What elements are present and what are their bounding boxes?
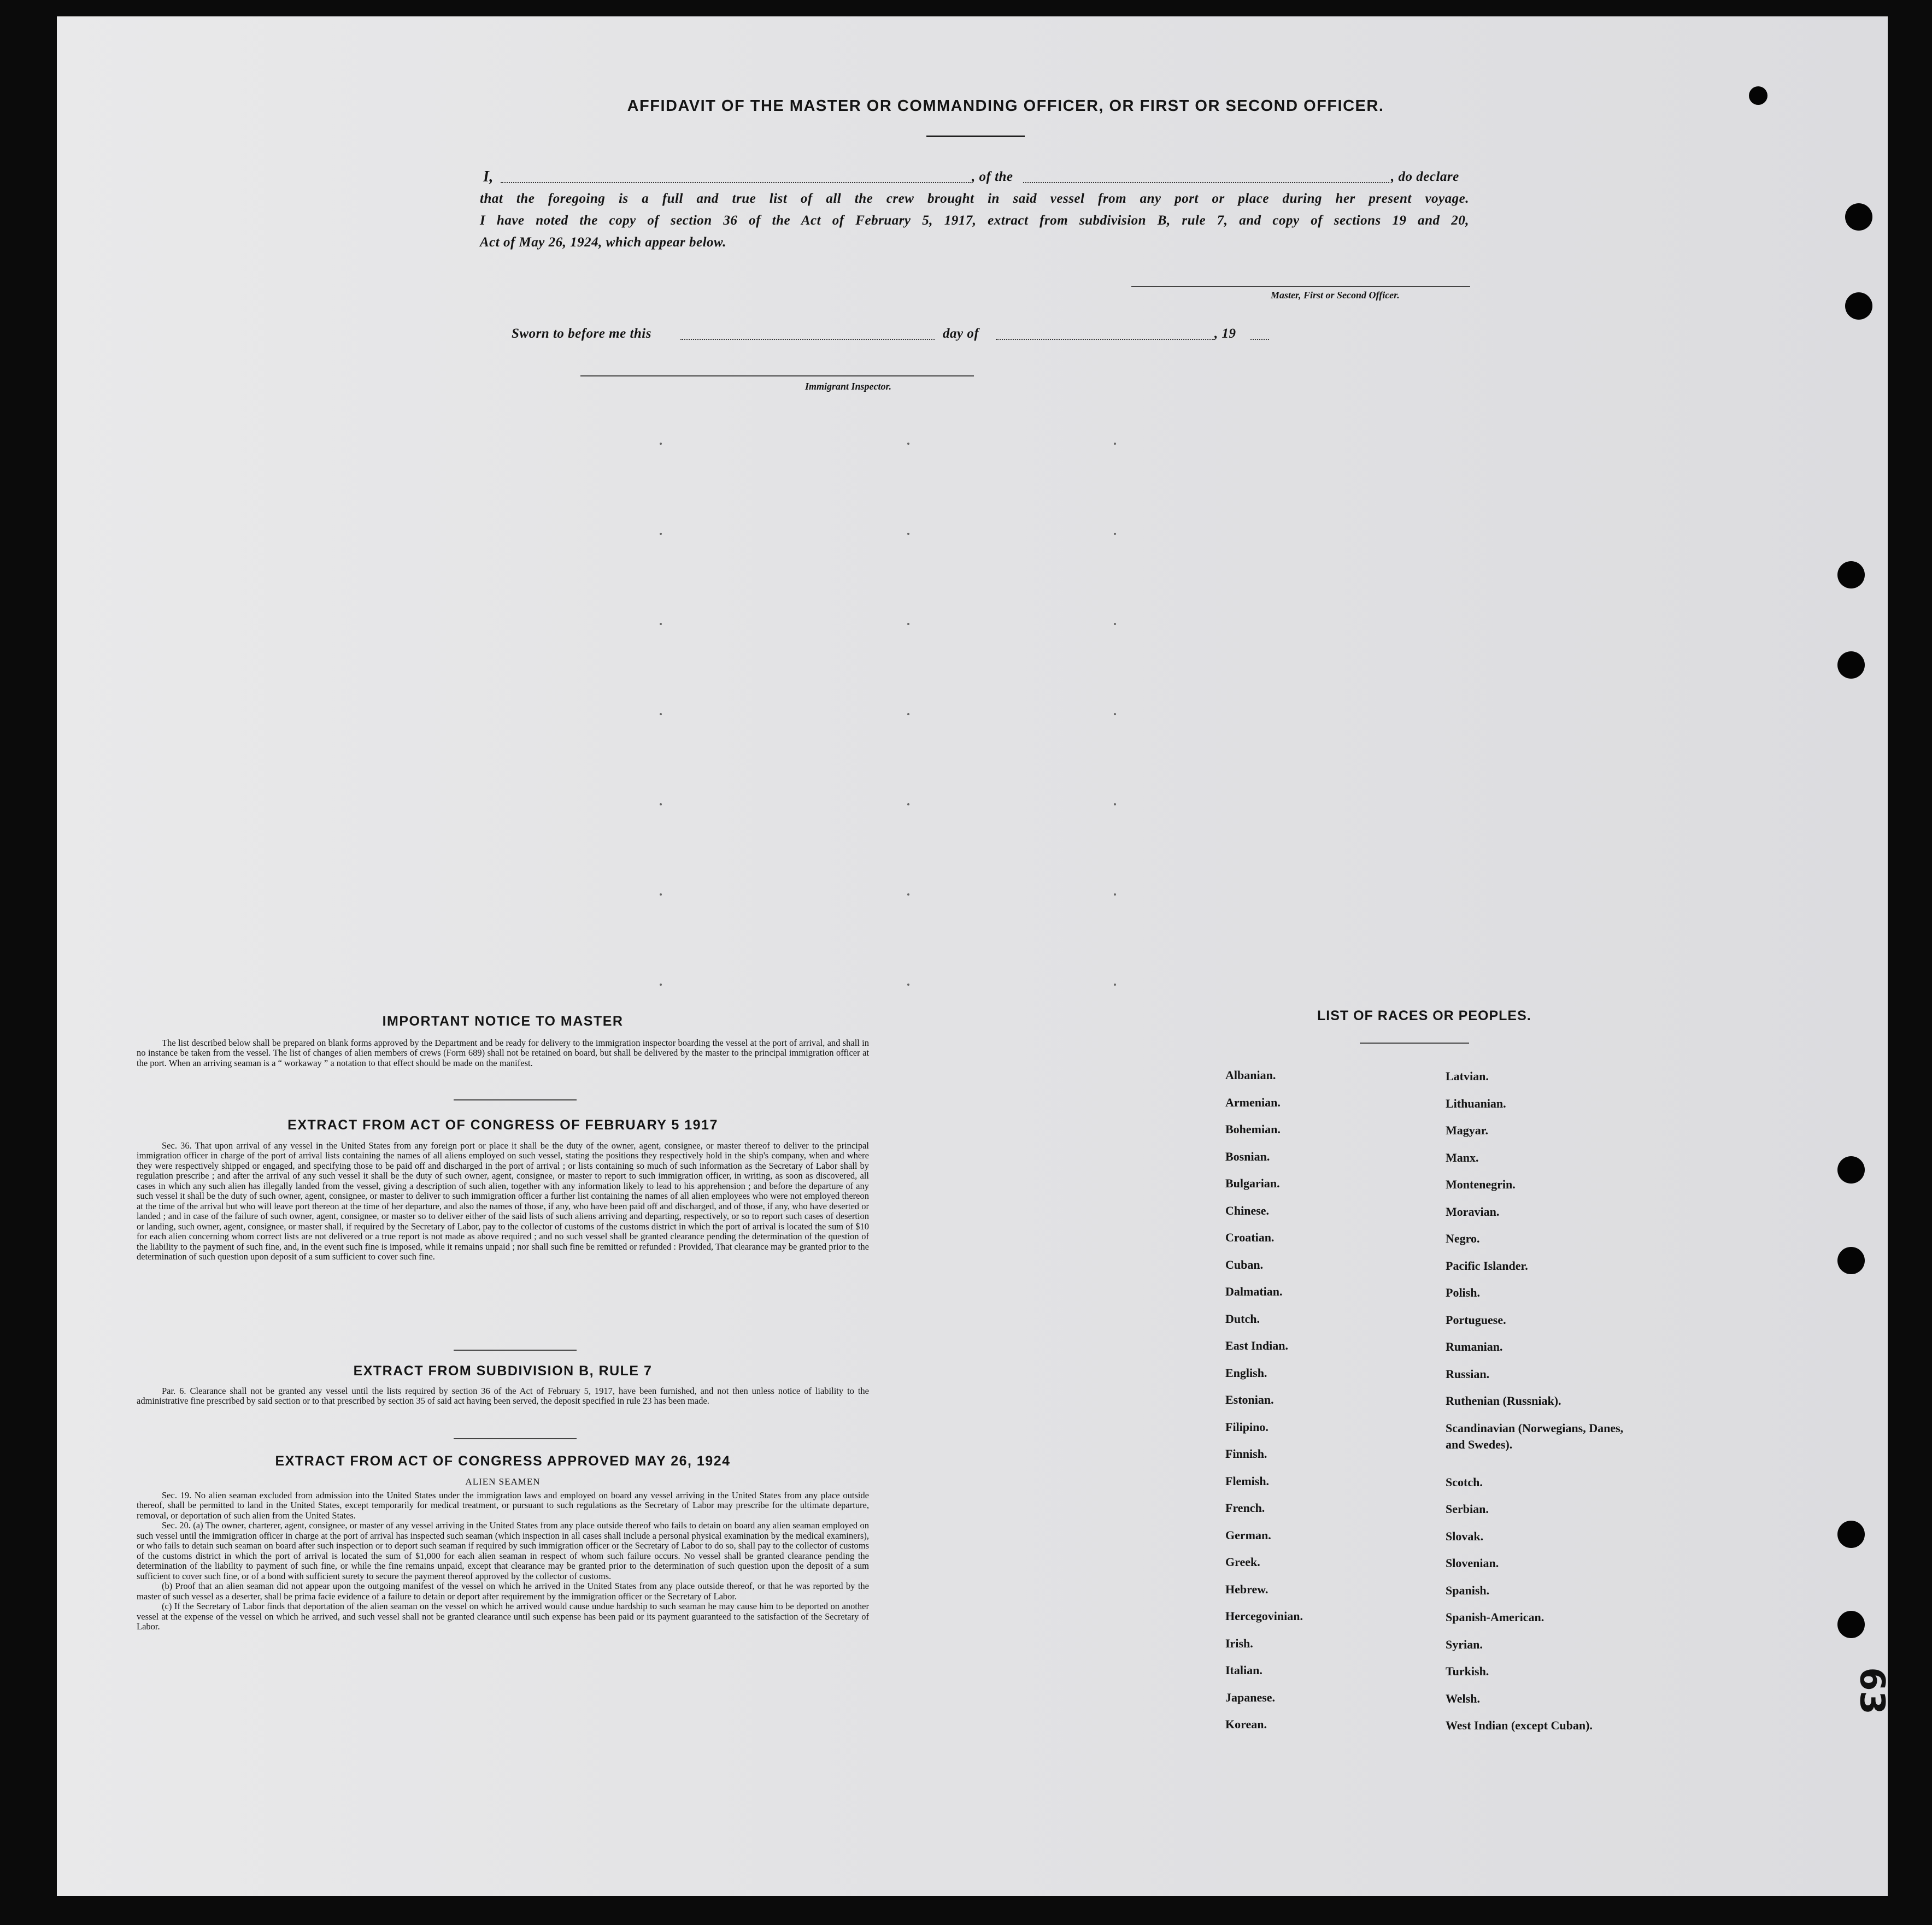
affidavit-i: I, [483,168,494,185]
extract-rule7-body: Par. 6. Clearance shall not be granted any vessel until the lists required by section 36 of the Act of February 5, 1917, have been furnished, and not then unless notice of liability to the administrative fine prescribed by said section or to that prescribed by section 35 of said act having been served, the deposit specified in rule 23 has been made. [137,1386,869,1406]
inspector-caption: Immigrant Inspector. [805,381,892,392]
race-item: Manx. [1446,1151,1479,1164]
race-item: Albanian. [1225,1068,1276,1082]
notice-body: The list described below shall be prepared on blank forms approved by the Department and be ready for delivery to the immigration inspector boarding the vessel at the port of arrival, and shall in no instance be taken from the vessel. The list of changes of alien members of crews (Form 689) shall not be retained on board, but shall be delivered by the master to the principal immigration officer at the port. When an arriving seaman is a “ workaway ” a notation to that effect should be made on the manifest. [137,1038,869,1068]
race-item: East Indian. [1225,1339,1288,1352]
extract-rule7-title: EXTRACT FROM SUBDIVISION B, RULE 7 [353,1363,653,1379]
affidavit-do-declare: , do declare [1391,169,1459,184]
extract-1924-body [137,1491,869,1632]
master-signature-line[interactable] [1131,286,1470,287]
sec-19: Sec. 19. No alien seaman excluded from admission into the United States under the immigration laws and employed on board any vessel arriving in the United States from any place outside thereof, shall be permitted to land in the United States, except temporarily for medical treatment, or pursuant to such regulations as the Secretary of Labor may prescribe for the ultimate departure, removal, or deportation of such alien from the United States. [137,1490,869,1521]
notice-title: IMPORTANT NOTICE TO MASTER [382,1014,624,1029]
race-item: Dutch. [1225,1312,1260,1326]
race-item: Magyar. [1446,1123,1489,1137]
margin-page-mark: 63 [1852,1667,1893,1715]
sworn-year-field[interactable] [1250,339,1269,340]
race-item: Finnish. [1225,1447,1267,1461]
race-item: Bosnian. [1225,1150,1270,1163]
race-item: German. [1225,1528,1271,1542]
punch-hole [1837,561,1865,588]
sworn-day-field[interactable] [680,339,935,340]
race-item: Spanish. [1446,1583,1490,1597]
race-item: Irish. [1225,1636,1253,1650]
race-item: Hercegovinian. [1225,1609,1303,1623]
races-title-rule [1360,1043,1469,1044]
race-item: French. [1225,1501,1265,1515]
affidavit-title: AFFIDAVIT OF THE MASTER OR COMMANDING OFFICER, OR FIRST OR SECOND OFFICER. [627,97,1384,115]
race-item: Bohemian. [1225,1122,1281,1136]
race-item: Montenegrin. [1446,1178,1516,1191]
extract-1924-title: EXTRACT FROM ACT OF CONGRESS APPROVED MAY 26, 1924 [275,1453,731,1469]
punch-hole [1837,651,1865,679]
affidavit-line-1: that the foregoing is a full and true list of all the crew brought in said vessel from any port or place during her present voyage. [480,191,1469,206]
race-item: Portuguese. [1446,1313,1506,1327]
affidavit-of-the: , of the [972,169,1013,184]
punch-hole [1837,1247,1865,1274]
master-caption: Master, First or Second Officer. [1271,290,1400,301]
race-item: Slovenian. [1446,1556,1499,1570]
race-item: Ruthenian (Russniak). [1446,1394,1561,1408]
day-of-label: day of [943,326,979,341]
extract-1917-title: EXTRACT FROM ACT OF CONGRESS OF FEBRUARY 5 1917 [287,1117,718,1133]
extract-1917-body: Sec. 36. That upon arrival of any vessel in the United States from any foreign port or place it shall be the duty of the owner, agent, consignee, or master thereof to deliver to the principal immigration officer in charge of the port of arrival lists containing the names of all aliens employed on such vessel, stating the positions they respectively hold in the ship's company, when and where they were respectively shipped or engaged, and specifying those to be paid off and discharged in the port of arrival ; or lists containing so much of such information as the Secretary of Labor shall by regulation prescribe ; and after the arrival of any such vessel it shall be the duty of such owner, agent, consignee, or master to report to such immigration officer, in writing, as soon as discovered, all cases in which any such alien has illegally landed from the vessel, giving a description of such alien, together with any information likely to lead to his apprehension ; and before the departure of any such vessel it shall be the duty of such owner, agent, consignee, or master to deliver to such immigration officer a further list containing the names of all alien employees who were not employed thereon at the time of the arrival but who will leave port thereon at the time of her departure, and also the names of those, if any, who have been paid off and discharged, and of those, if any, who have deserted or landed ; and in case of the failure of such owner, agent, consignee, or master so to deliver either of the said lists of such aliens arriving and departing, respectively, or so to report such cases of desertion or landing, such owner, agent, consignee, or master shall, if required by the Secretary of Labor, pay to the collector of customs of the customs district in which the port of arrival is located the sum of $10 for each alien concerning whom correct lists are not delivered or a true report is not made as above required ; and no such vessel shall be granted clearance pending the determination of the question of the liability to the payment of such fine, and, in the event such fine is imposed, while it remains unpaid ; nor shall such fine be remitted or refunded : Provided, That clearance may be granted prior to the determination of such question upon deposit of a sum sufficient to cover such fine. [137,1140,869,1262]
sec-20a: Sec. 20. (a) The owner, charterer, agent, consignee, or master of any vessel arriving in the United States from any place outside thereof who fails to detain on board any alien seaman employed on such vessel until the immigration officer in charge at the port of arrival has inspected such seaman (which inspection in all cases shall include a personal physical examination by the medical examiners), or who fails to detain such seaman on board after such inspection or to deport such seaman if required by such immigration officer or the Secretary of Labor to do so, shall pay to the collector of customs of the customs district in which the port of arrival is located the sum of $1,000 for each alien seaman in respect of whom such failure occurs. No vessel shall be granted clearance pending the determination of the liability to payment of such fine, or while the fine remains unpaid, except that clearance may be granted prior to the determination of such question upon the deposit of a sum sufficient to cover such fine, or of a bond with sufficient surety to secure the payment thereof approved by the collector of customs. [137,1520,869,1581]
race-item: Lithuanian. [1446,1097,1506,1110]
punch-hole [1837,1521,1865,1548]
race-item: Welsh. [1446,1692,1480,1705]
race-item: Slovak. [1446,1529,1484,1543]
race-item: Dalmatian. [1225,1285,1283,1298]
race-item: Flemish. [1225,1474,1270,1488]
races-title: LIST OF RACES OR PEOPLES. [1317,1008,1531,1023]
affidavit-line-2: I have noted the copy of section 36 of the Act of February 5, 1917, extract from subdivision B, rule 7, and copy of sections 19 and 20, [480,213,1469,228]
punch-hole [1837,1611,1865,1638]
race-item: West Indian (except Cuban). [1446,1718,1593,1732]
race-item: Negro. [1446,1232,1480,1245]
race-item: Japanese. [1225,1691,1276,1704]
race-item: Hebrew. [1225,1582,1269,1596]
race-item: Rumanian. [1446,1340,1503,1353]
race-item: Latvian. [1446,1069,1489,1083]
race-item: Russian. [1446,1367,1490,1381]
race-item: Syrian. [1446,1638,1483,1651]
race-item: Italian. [1225,1663,1262,1677]
sec-20b: (b) Proof that an alien seaman did not appear upon the outgoing manifest of the vessel on which he arrived in the United States from any place outside thereof, or that he was reported by the master of such vessel as a deserter, shall be prima facie evidence of a failure to detain or deport after requirement by the immigration officer or the Secretary of Labor. [137,1581,869,1602]
race-item: Armenian. [1225,1096,1281,1109]
sworn-label: Sworn to before me this [512,326,651,341]
section-divider [454,1350,577,1351]
race-item: Chinese. [1225,1204,1270,1217]
race-item: Turkish. [1446,1664,1489,1678]
sec-20c: (c) If the Secretary of Labor finds that deportation of the alien seaman on the vessel on which he arrived would cause undue hardship to such seaman he may cause him to be deported on another vessel at the expense of the vessel on which he arrived, and such vessel shall not be granted clearance until such expense has been paid or its payment guaranteed to the satisfaction of the Secretary of Labor. [137,1601,869,1632]
race-item: Bulgarian. [1225,1176,1280,1190]
race-item: Moravian. [1446,1205,1500,1218]
race-item: Greek. [1225,1555,1260,1569]
race-item: Spanish-American. [1446,1610,1545,1624]
race-item: Serbian. [1446,1502,1489,1516]
section-divider [454,1099,577,1100]
race-item: Estonian. [1225,1393,1274,1406]
race-item: Scandinavian (Norwegians, Danes, and Swedes). [1446,1421,1624,1451]
punch-hole [1749,86,1767,105]
race-item: Polish. [1446,1286,1480,1299]
vessel-name-field[interactable] [1023,182,1389,183]
race-item: Filipino. [1225,1420,1269,1434]
race-item: English. [1225,1366,1267,1380]
year-label: , 19 [1214,326,1236,341]
alien-seamen-subtitle: ALIEN SEAMEN [465,1476,541,1487]
punch-hole [1845,203,1872,231]
affidavit-line-3: Act of May 26, 1924, which appear below. [480,235,727,250]
declarant-name-field[interactable] [501,182,971,183]
race-item: Cuban. [1225,1258,1264,1271]
punch-hole [1845,292,1872,320]
race-item: Scotch. [1446,1475,1483,1489]
sworn-month-field[interactable] [996,339,1214,340]
race-item: Korean. [1225,1717,1267,1731]
punch-hole [1837,1156,1865,1184]
title-rule [926,136,1025,137]
race-item: Pacific Islander. [1446,1259,1528,1273]
race-item: Croatian. [1225,1231,1275,1244]
section-divider [454,1438,577,1439]
inspector-signature-line[interactable] [580,375,974,376]
